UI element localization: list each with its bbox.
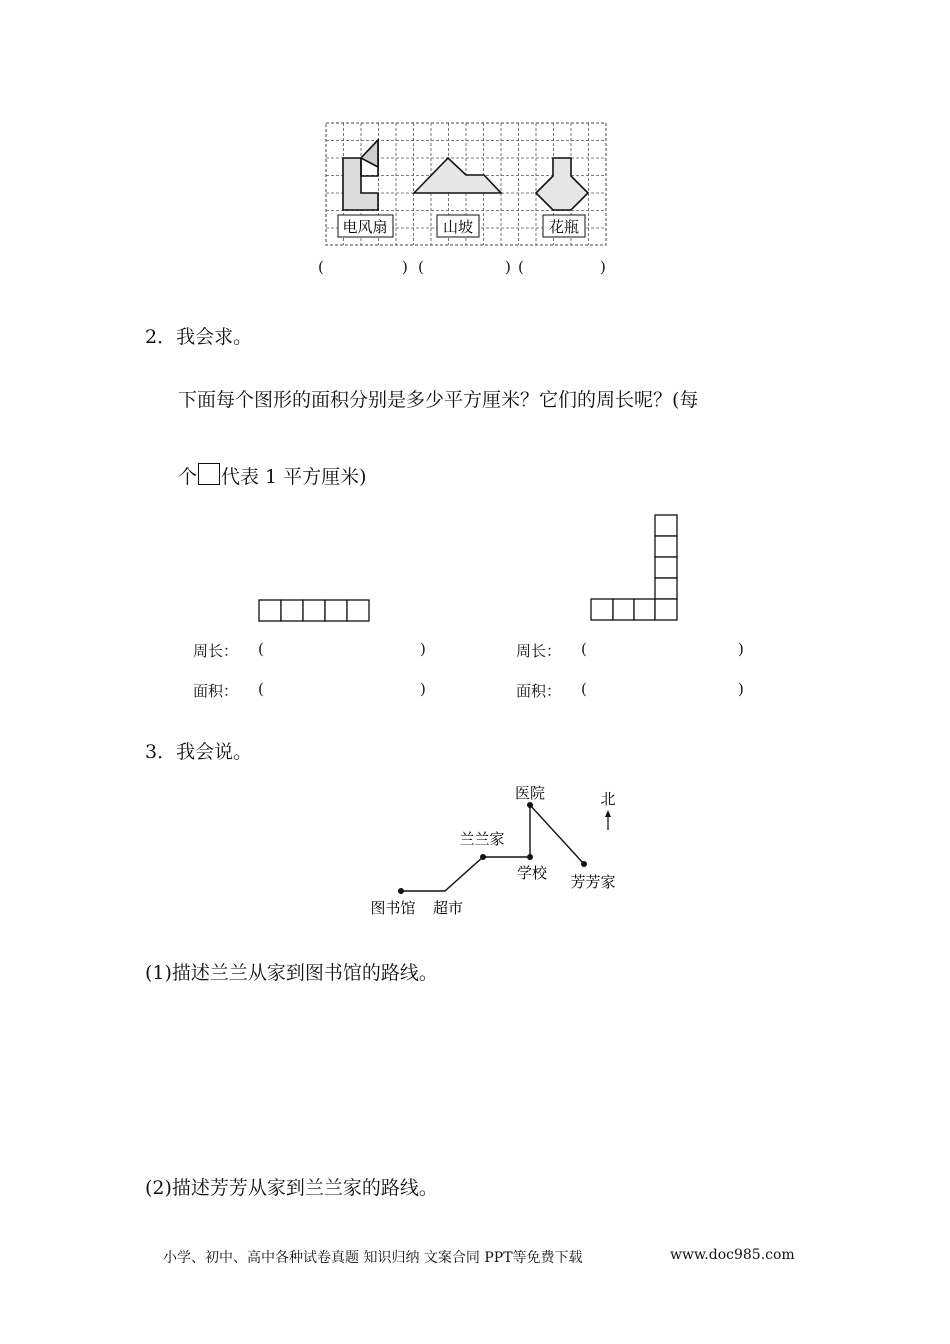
- right-l-shape-figure: [590, 514, 680, 624]
- map-label-fangfang-home: 芳芳家: [570, 873, 616, 891]
- route-map: [360, 778, 640, 923]
- footer-text: 小学、初中、高中各种试卷真题 知识归纳 文案合同 PPT等免费下载: [163, 1250, 583, 1266]
- north-arrow-icon: [605, 810, 611, 830]
- map-label-north: 北: [600, 790, 616, 808]
- left-perimeter-label: 周长：: [193, 642, 239, 660]
- q3-heading: 3．我会说。: [145, 741, 253, 763]
- answer-paren-open-1: (: [318, 258, 324, 276]
- answer-paren-open-3: (: [518, 258, 524, 276]
- label-slope: 山坡: [442, 218, 474, 236]
- map-label-school: 学校: [516, 864, 548, 882]
- q2-instruction-line1: 下面每个图形的面积分别是多少平方厘米？它们的周长呢？(每: [178, 389, 699, 411]
- map-label-hospital: 医院: [514, 784, 546, 802]
- right-perimeter-paren-close: ): [738, 640, 744, 658]
- shapes-grid-figure: [320, 118, 615, 253]
- q2-instruction-prefix: 个: [178, 466, 198, 488]
- map-label-supermarket: 超市: [432, 899, 464, 917]
- q2-instruction-line2: [178, 462, 367, 489]
- q3-sub2: (2)描述芳芳从家到兰兰家的路线。: [145, 1177, 438, 1199]
- answer-paren-open-2: (: [418, 258, 424, 276]
- right-perimeter-paren-open: (: [581, 640, 587, 658]
- left-area-label: 面积：: [193, 682, 239, 700]
- answer-paren-close-2: ): [505, 258, 511, 276]
- q3-sub1: (1)描述兰兰从家到图书馆的路线。: [145, 962, 438, 984]
- vase-shape: [536, 158, 588, 210]
- left-area-paren-open: (: [258, 680, 264, 698]
- footer-url[interactable]: www.doc985.com: [670, 1247, 795, 1263]
- right-perimeter-label: 周长：: [516, 642, 562, 660]
- q2-heading: 2．我会求。: [145, 326, 253, 348]
- left-perimeter-paren-open: (: [258, 640, 264, 658]
- right-area-paren-close: ): [738, 680, 744, 698]
- fan-shape: [343, 140, 378, 210]
- q2-instruction-suffix: 代表 1 平方厘米): [221, 466, 367, 488]
- left-perimeter-paren-close: ): [420, 640, 426, 658]
- left-squares-figure: [258, 599, 372, 623]
- label-fan: 电风扇: [342, 218, 388, 236]
- right-area-label: 面积：: [516, 682, 562, 700]
- label-vase: 花瓶: [548, 218, 580, 236]
- map-label-lanlan-home: 兰兰家: [459, 830, 505, 848]
- map-label-library: 图书馆: [370, 899, 416, 917]
- right-area-paren-open: (: [581, 680, 587, 698]
- unit-square-icon: [198, 463, 220, 485]
- answer-paren-close-3: ): [600, 258, 606, 276]
- answer-paren-close-1: ): [402, 258, 408, 276]
- left-area-paren-close: ): [420, 680, 426, 698]
